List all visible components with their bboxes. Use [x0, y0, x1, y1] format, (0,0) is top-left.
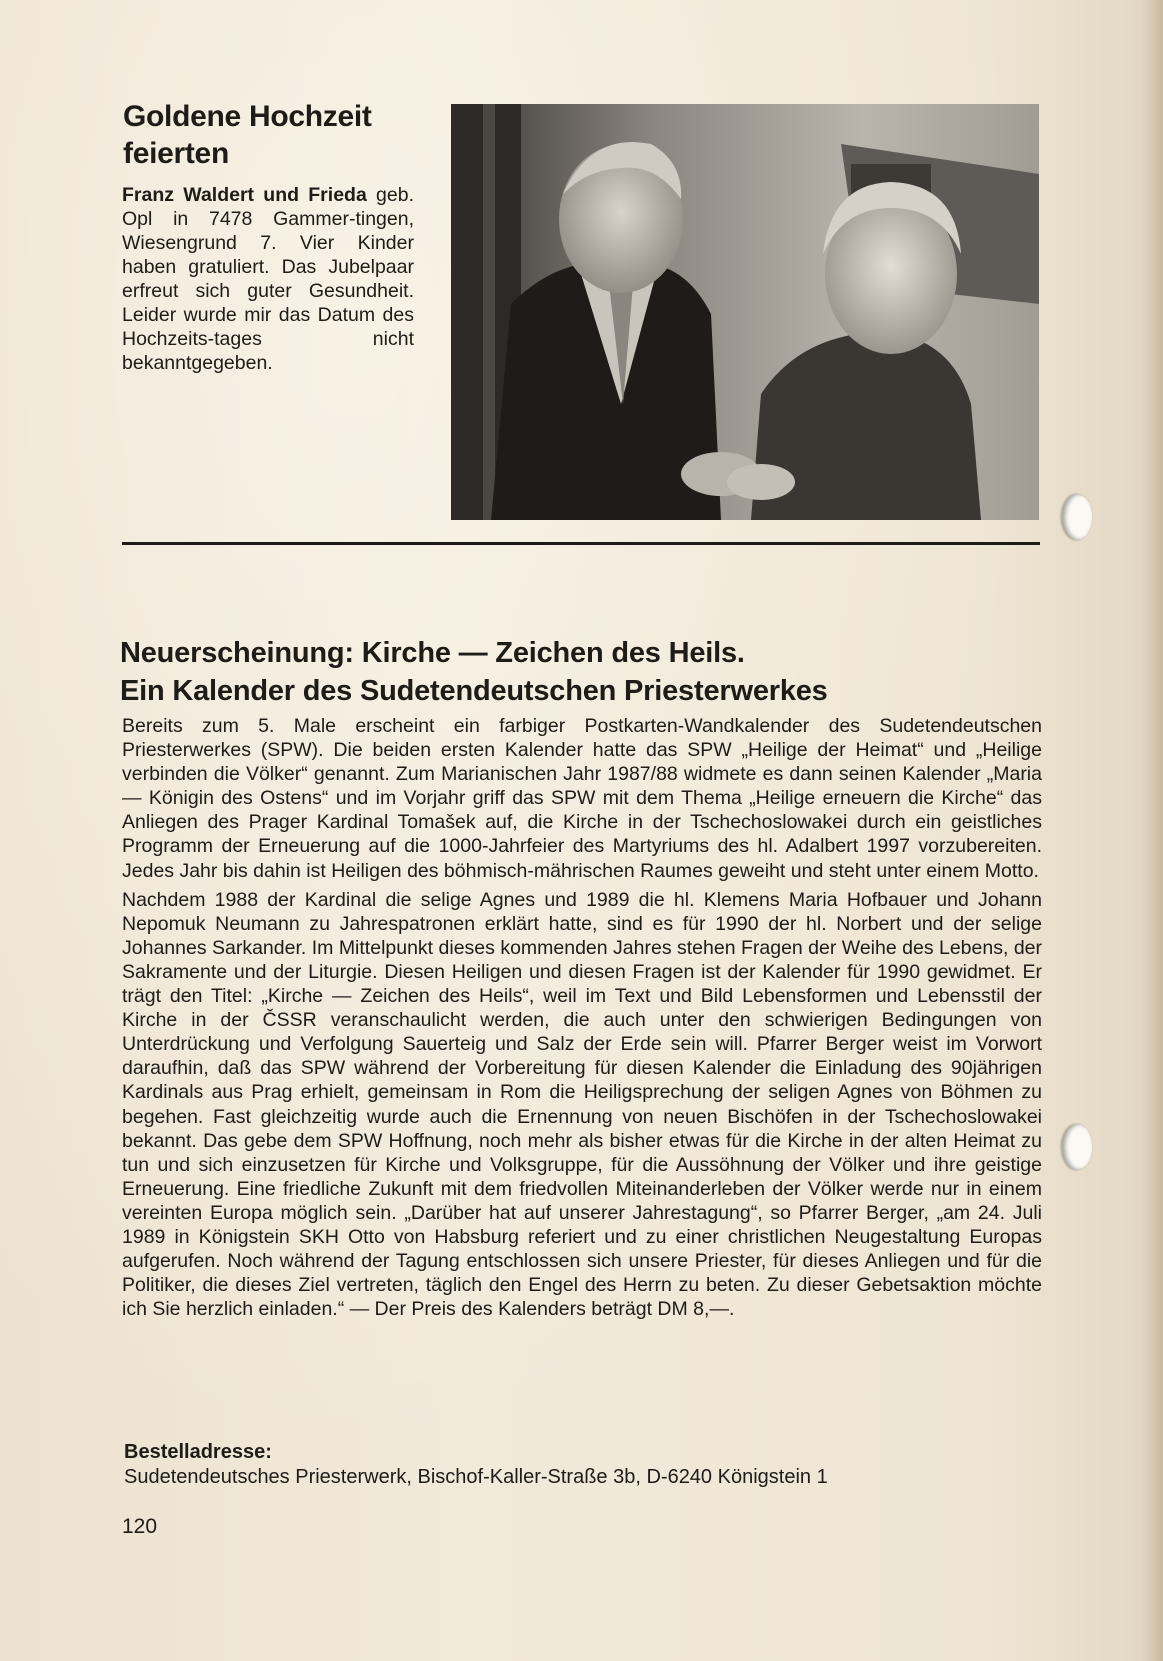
- article1-title: [123, 98, 423, 172]
- article2-paragraph-1: Bereits zum 5. Male erscheint ein farbiger Postkarten-Wandkalender des Sudetendeutschen Priesterwerkes (SPW). Die beiden ersten Kalender hatte das SPW „Heilige der Heimat“ und „Heilige verbinden die Völker“ genannt. Zum Marianischen Jahr 1987/88 widmete es dann seinen Kalender „Maria — Königin des Ostens“ und im Vorjahr griff das SPW mit dem Thema „Heilige erneuern die Kirche“ das Anliegen des Prager Kardinal Tomašek auf, die Kirche in der Tschechoslowakei durch ein geistliches Programm der Erneuerung auf die 1000-Jahrfeier des Martyriums des hl. Adalbert 1997 vorzubereiten. Jedes Jahr bis dahin ist Heiligen des böhmisch-mährischen Raumes geweiht und steht unter einem Motto.: [122, 715, 1042, 882]
- couple-photo-image: [451, 104, 1039, 520]
- article1-title-line1: Goldene Hochzeit: [123, 100, 372, 133]
- article2-title-line1: Neuerscheinung: Kirche — Zeichen des Heils.: [120, 637, 745, 669]
- article2-title-line2: Ein Kalender des Sudetendeutschen Priesterwerkes: [120, 675, 828, 707]
- punch-hole-top: [1062, 494, 1092, 540]
- section-divider: [122, 542, 1040, 545]
- couple-photo: [451, 104, 1039, 520]
- article1-lead: Franz Waldert und Frieda: [122, 184, 367, 206]
- article2-paragraph-2: Nachdem 1988 der Kardinal die selige Agnes und 1989 die hl. Klemens Maria Hofbauer und Johann Nepomuk Neumann zu Jahrespatronen erklärt hatte, sind es für 1990 der hl. Norbert und der selige Johannes Sarkander. Im Mittelpunkt dieses kommenden Jahres stehen Fragen der Weihe des Lebens, der Sakramente und der Liturgie. Diesen Heiligen und diesen Fragen ist der Kalender für 1990 gewidmet. Er trägt den Titel: „Kirche — Zeichen des Heils“, weil im Text und Bild Lebensformen und Lebensstil der Kirche in der ČSSR veranschaulicht werden, die auch unter den schwierigen Bedingungen von Unterdrückung und Verfolgung Sauerteig und Salz der Erde sein will. Pfarrer Berger weist im Vorwort daraufhin, daß das SPW während der Vorbereitung für diesen Kalender die Einladung des 90jährigen Kardinals aus Prag erhielt, gemeinsam in Rom die Heiligsprechung der seligen Agnes von Böhmen zu begehen. Fast gleichzeitig wurde auch die Ernennung von neuen Bischöfen in der Tschechoslowakei bekannt. Das gebe dem SPW Hoffnung, noch mehr als bisher etwas für die Kirche in der alten Heimat zu tun und sich einzusetzen für Kirche und Volksgruppe, für die Aussöhnung der Völker und ihre geistige Erneuerung. Eine friedliche Zukunft mit dem friedvollen Miteinanderleben der Völker werde nur in einem vereinten Europa möglich sein. „Darüber hat auf unserer Jahrestagung“, so Pfarrer Berger, „am 24. Juli 1989 in Königstein SKH Otto von Habsburg referiert und zu einer christlichen Neugestaltung Europas aufgerufen. Noch während der Tagung entschlossen sich unsere Priester, für dieses Anliegen und für die Politiker, die dieses Ziel vertreten, täglich den Engel des Herrn zu beten. Zu dieser Gebetsaktion möchte ich Sie herzlich einladen.“ — Der Preis des Kalenders beträgt DM 8,—.: [122, 888, 1042, 1321]
- page-number: 120: [122, 1515, 158, 1538]
- page-edge-shadow: [1141, 0, 1163, 1661]
- article1-title-line2: feierten: [123, 137, 229, 170]
- order-address-label: Bestelladresse:: [124, 1441, 272, 1463]
- punch-hole-bottom: [1062, 1124, 1092, 1170]
- article1-text: geb. Opl in 7478 Gammer-tingen, Wiesengrund 7. Vier Kinder haben gratuliert. Das Jubelpaar erfreut sich guter Gesundheit. Leider wurde mir das Datum des Hochzeits-tages nicht bekanntgegeben.: [122, 184, 414, 374]
- article2-title: [120, 634, 1020, 710]
- order-address: Sudetendeutsches Priesterwerk, Bischof-Kaller-Straße 3b, D-6240 Königstein 1: [124, 1466, 828, 1488]
- article2-body: [122, 714, 1042, 1326]
- article1-text-block: [122, 183, 414, 375]
